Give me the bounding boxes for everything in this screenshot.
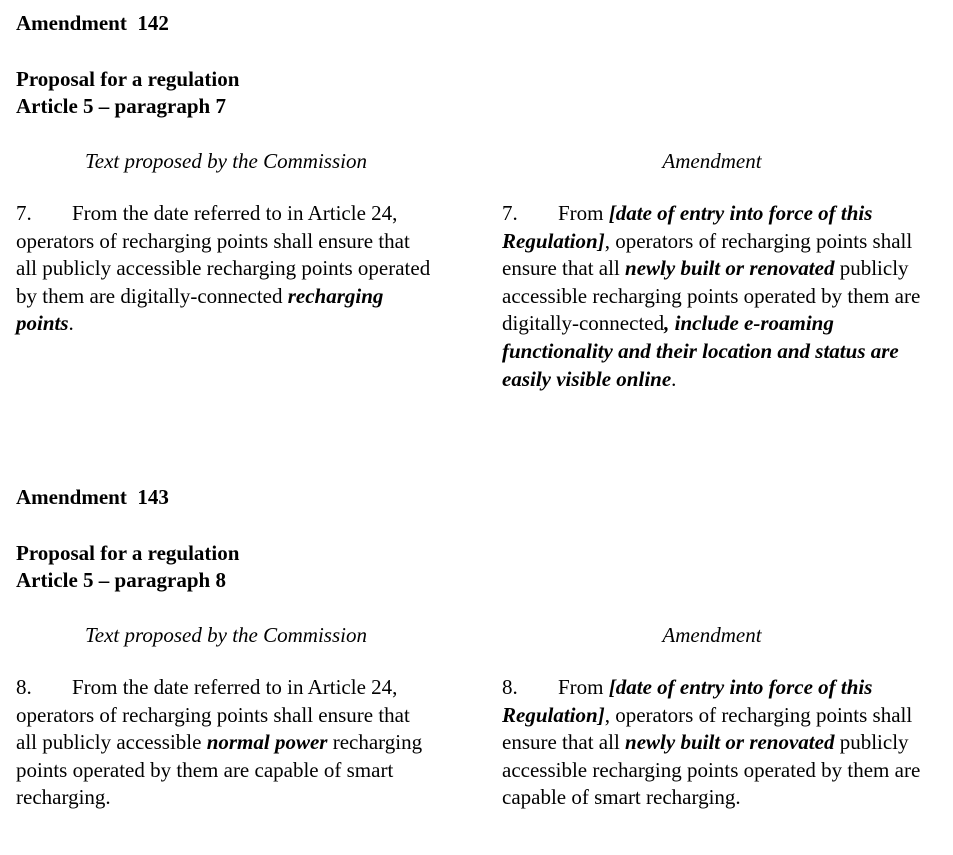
amendment-column-header: Amendment — [662, 623, 762, 647]
changed-text: recharging points — [16, 283, 384, 336]
text-segment: publicly accessible recharging points operated by them are capable of smart recharging. — [502, 730, 921, 810]
text-segment: From — [558, 201, 609, 225]
text-segment: publicly accessible recharging points operated by them are digitally-connected — [502, 256, 921, 336]
paragraph-number: 8. — [502, 675, 518, 699]
amendment-text — [502, 674, 932, 812]
text-segment: From the date referred to in Article 24, operators of recharging points shall ensure that all publicly accessible — [16, 675, 410, 755]
amendment-title: Amendment 142 — [16, 11, 169, 35]
amendment-heading — [16, 66, 239, 120]
changed-text: [date of entry into force of this Regulation] — [502, 675, 873, 727]
heading-article: Article 5 – paragraph 7 — [16, 94, 226, 118]
changed-text: normal power — [206, 730, 328, 755]
text-segment: , operators of recharging points shall ensure that all — [502, 228, 913, 281]
commission-text — [16, 674, 436, 812]
heading-article: Article 5 – paragraph 8 — [16, 568, 226, 592]
commission-column-header: Text proposed by the Commission — [85, 623, 367, 647]
changed-text: , include e-roaming functionality and their location and status are easily visible online — [502, 311, 899, 391]
amendment-title: Amendment 143 — [16, 485, 169, 509]
paragraph-number: 7. — [16, 201, 32, 225]
text-segment: , operators of recharging points shall ensure that all — [502, 702, 913, 755]
paragraph-number: 8. — [16, 675, 32, 699]
text-segment: From — [558, 675, 609, 699]
changed-text: newly built or renovated — [625, 730, 835, 755]
text-segment: . — [68, 311, 74, 336]
amendment-text — [502, 200, 932, 393]
changed-text: [date of entry into force of this Regulation] — [502, 201, 873, 253]
text-segment: From the date referred to in Article 24, operators of recharging points shall ensure that all publicly accessible recharging points operated by them are digitally-connected — [16, 201, 431, 308]
changed-text: newly built or renovated — [625, 256, 835, 281]
text-segment: . — [671, 366, 677, 391]
paragraph-number: 7. — [502, 201, 518, 225]
amendment-heading — [16, 540, 239, 594]
heading-proposal: Proposal for a regulation — [16, 67, 240, 91]
heading-proposal: Proposal for a regulation — [16, 541, 240, 565]
text-segment: recharging points operated by them are capable of smart recharging. — [16, 730, 423, 810]
amendment-column-header: Amendment — [662, 149, 762, 173]
commission-column-header: Text proposed by the Commission — [85, 149, 367, 173]
commission-text — [16, 200, 436, 338]
